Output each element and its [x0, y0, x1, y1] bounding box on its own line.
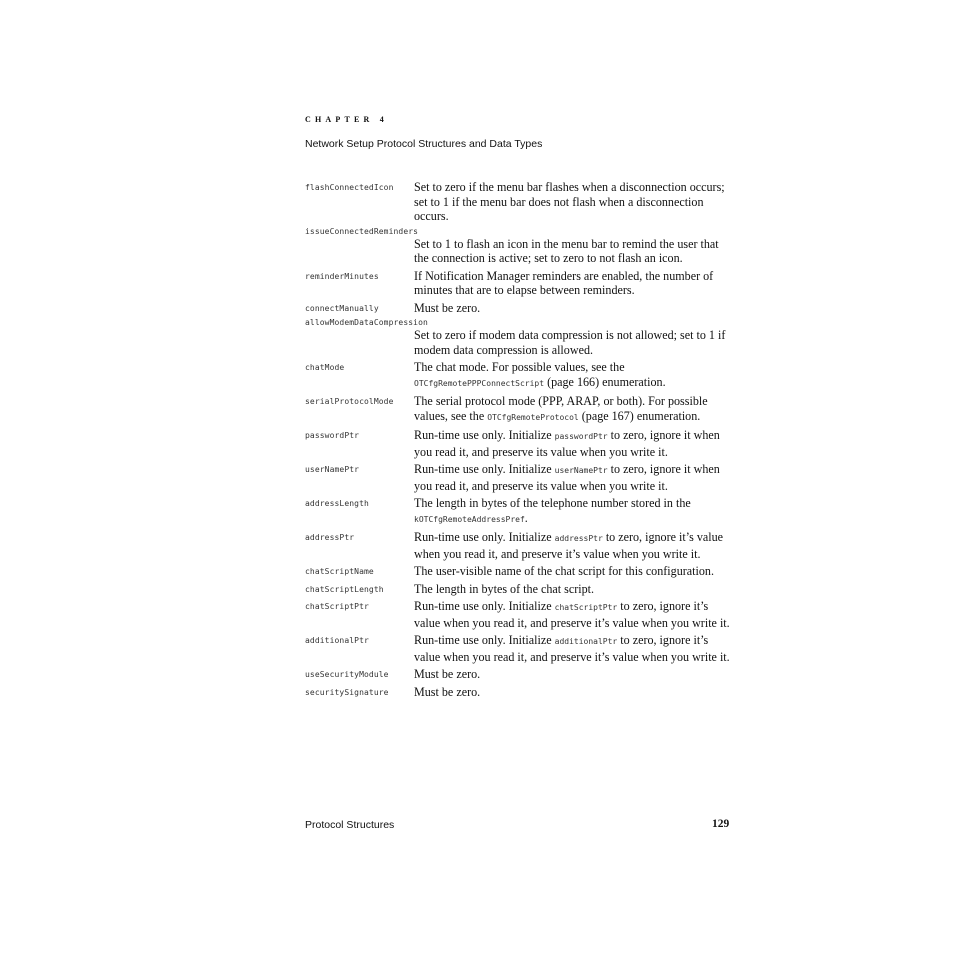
field-description: [414, 394, 735, 425]
code-reference: OTCfgRemotePPPConnectScript: [414, 378, 545, 388]
field-description: [414, 496, 735, 527]
code-reference: chatScriptPtr: [554, 603, 618, 612]
field-name: passwordPtr: [305, 431, 360, 440]
field-name: chatScriptName: [305, 567, 374, 576]
desc-text: to zero, ignore it’s value when you read it, and preserve it’s value when you write it.: [414, 599, 730, 630]
desc-text: to zero, ignore it when you read it, and preserve its value when you write it.: [414, 428, 720, 459]
field-name: connectManually: [305, 303, 379, 313]
entry-securitySignature: [305, 685, 735, 700]
field-name: reminderMinutes: [305, 271, 379, 281]
field-description: [414, 237, 735, 266]
field-description: [414, 633, 735, 664]
chapter-label: CHAPTER 4: [305, 115, 388, 124]
desc-text: (page 166) enumeration.: [544, 374, 666, 389]
entry-chatMode: [305, 360, 735, 391]
desc-text: Run-time use only. Initialize: [414, 530, 555, 544]
desc-text: Must be zero.: [414, 300, 481, 315]
entry-addressLength: [305, 496, 735, 527]
field-description: [414, 530, 735, 561]
code-reference: additionalPtr: [554, 637, 618, 646]
desc-text: Must be zero.: [414, 684, 481, 699]
field-description: [414, 269, 735, 298]
desc-text: The serial protocol mode (PPP, ARAP, or both). For possible values, see the: [414, 394, 708, 423]
desc-text: to zero, ignore it when you read it, and preserve its value when you write it.: [414, 462, 720, 493]
code-reference: OTCfgRemoteProtocol: [487, 412, 579, 422]
field-name: chatMode: [305, 363, 345, 372]
entry-chatScriptLength: [305, 582, 735, 597]
desc-text: The user-visible name of the chat script for this configuration.: [414, 564, 714, 578]
field-description: [414, 301, 735, 316]
field-description: [414, 180, 735, 224]
desc-text: Set to 1 to flash an icon in the menu bar to remind the user that the connection is active; set to zero to not flash an icon.: [414, 236, 719, 265]
desc-text: Set to zero if modem data compression is not allowed; set to 1 if modem data compression is allowed.: [414, 328, 726, 357]
entry-userNamePtr: [305, 462, 735, 493]
field-description: [414, 428, 735, 459]
code-reference: addressPtr: [554, 534, 603, 543]
field-description: [414, 360, 735, 391]
field-description: [414, 582, 735, 597]
entry-serialProtocolMode: [305, 394, 735, 425]
entry-addressPtr: [305, 530, 735, 561]
field-name: additionalPtr: [305, 636, 369, 645]
desc-text: Run-time use only. Initialize: [414, 599, 555, 613]
entry-useSecurityModule: [305, 667, 735, 682]
field-name: allowModemDataCompression: [305, 318, 428, 327]
desc-text: The length in bytes of the chat script.: [414, 581, 595, 596]
entry-reminderMinutes: [305, 269, 735, 298]
field-description: [414, 599, 735, 630]
field-name: chatScriptLength: [305, 584, 384, 594]
field-name: flashConnectedIcon: [305, 183, 394, 192]
code-reference: kOTCfgRemoteAddressPref: [414, 514, 525, 524]
desc-text: Run-time use only. Initialize: [414, 633, 555, 647]
field-name: securitySignature: [305, 687, 389, 697]
entry-chatScriptPtr: [305, 599, 735, 630]
entry-connectManually: [305, 301, 735, 316]
entry-flashConnectedIcon: [305, 180, 735, 224]
desc-text: Must be zero.: [414, 667, 481, 681]
field-description: [414, 564, 735, 579]
desc-text: The chat mode. For possible values, see the: [414, 360, 625, 374]
footer-section-title: Protocol Structures: [305, 819, 395, 831]
field-name: userNamePtr: [305, 465, 360, 474]
entry-passwordPtr: [305, 428, 735, 459]
field-definition-list: [305, 180, 735, 702]
field-description: [414, 462, 735, 493]
field-name: chatScriptPtr: [305, 602, 369, 611]
field-description: [414, 685, 735, 700]
page-number: 129: [712, 818, 730, 830]
desc-text: .: [524, 510, 528, 525]
entry-chatScriptName: [305, 564, 735, 579]
desc-text: (page 167) enumeration.: [578, 408, 701, 423]
chapter-title: Network Setup Protocol Structures and Data Types: [305, 138, 543, 150]
entry-allowModemDataCompression: [305, 318, 735, 357]
field-name: serialProtocolMode: [305, 397, 394, 406]
field-name: useSecurityModule: [305, 670, 389, 679]
field-name: addressPtr: [305, 533, 355, 542]
field-name: addressLength: [305, 499, 369, 508]
desc-text: to zero, ignore it’s value when you read it, and preserve it’s value when you write it.: [414, 633, 730, 664]
field-name: issueConnectedReminders: [305, 226, 419, 236]
code-reference: passwordPtr: [554, 432, 608, 441]
desc-text: If Notification Manager reminders are enabled, the number of minutes that are to elapse between reminders.: [414, 268, 714, 297]
code-reference: userNamePtr: [554, 466, 608, 475]
desc-text: Run-time use only. Initialize: [414, 462, 555, 476]
desc-text: Set to zero if the menu bar flashes when a disconnection occurs; set to 1 if the menu bar does not flash when a disconnection occurs.: [414, 180, 725, 223]
desc-text: Run-time use only. Initialize: [414, 428, 555, 442]
entry-additionalPtr: [305, 633, 735, 664]
field-description: [414, 667, 735, 682]
field-description: [414, 328, 735, 357]
desc-text: The length in bytes of the telephone number stored in the: [414, 496, 691, 510]
entry-issueConnectedReminders: [305, 227, 735, 266]
desc-text: to zero, ignore it’s value when you read it, and preserve it’s value when you write it.: [414, 530, 724, 561]
